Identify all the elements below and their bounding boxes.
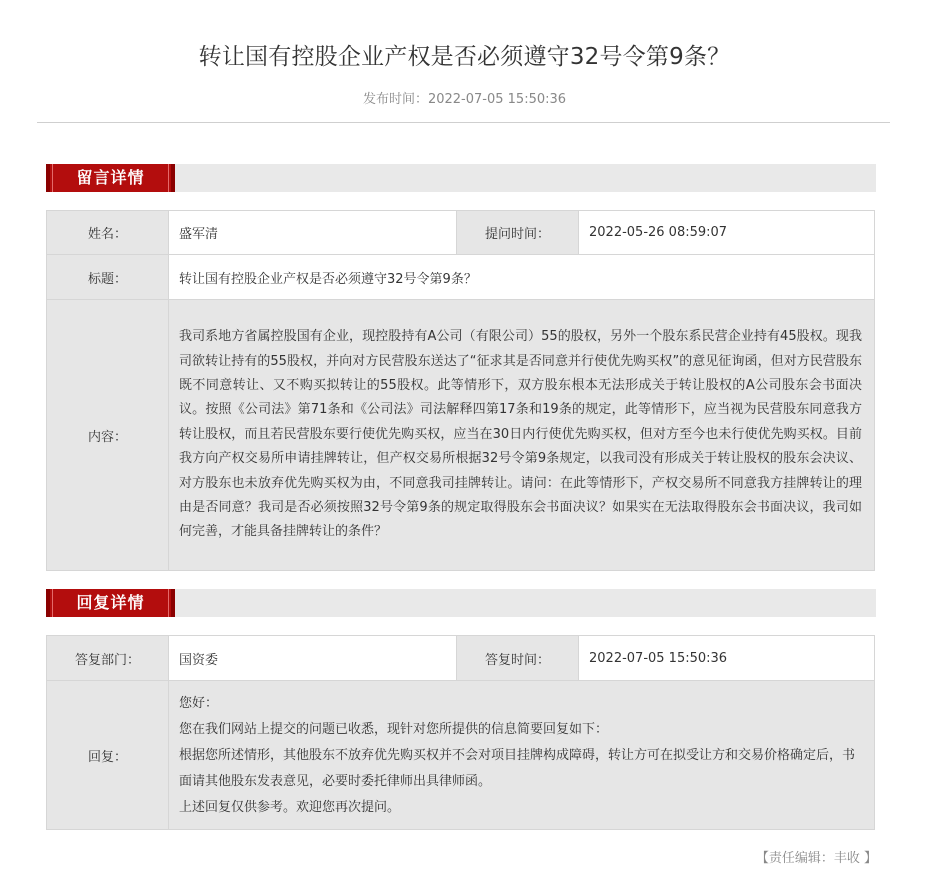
publish-label: 发布时间： — [362, 92, 428, 107]
message-detail-table — [46, 210, 875, 571]
page-title: 转让国有控股企业产权是否必须遵守32号令第9条？ — [198, 44, 731, 70]
responsible-editor: 【责任编辑：丰收 】 — [755, 851, 877, 866]
name-label: 姓名： — [47, 211, 169, 255]
reply-intro: 您在我们网站上提交的问题已收悉，现针对您所提供的信息简要回复如下： — [179, 722, 609, 737]
content-label: 内容： — [47, 300, 169, 571]
ask-time-label: 提问时间： — [457, 211, 579, 255]
table-row — [47, 300, 875, 571]
publish-info — [0, 88, 929, 107]
table-row — [47, 636, 875, 681]
reply-content — [169, 681, 875, 830]
reply-greeting: 您好： — [179, 696, 219, 711]
subject-value: 转让国有控股企业产权是否必须遵守32号令第9条？ — [169, 255, 875, 300]
title-divider — [37, 122, 890, 123]
ask-time-value: 2022-05-26 08:59:07 — [579, 211, 875, 255]
reply-body: 根据您所述情形，其他股东不放弃优先购买权并不会对项目挂牌构成障碍，转让方可在拟受让方和交易价格确定后，书面请其他股东发表意见，必要时委托律师出具律师函。 — [179, 748, 856, 789]
table-row — [47, 255, 875, 300]
reply-dept-label: 答复部门： — [47, 636, 169, 681]
message-section-tab — [46, 164, 175, 192]
reply-dept-value: 国资委 — [169, 636, 457, 681]
content-value: 我司系地方省属控股国有企业，现控股持有A公司（有限公司）55的股权，另外一个股东系民营企业持有45股权。现我司欲转让持有的55股权，并向对方民营股东送达了“征求其是否同意并行使优先购买权”的意见征询函，但对方民营股东既不同意转让、又不购买拟转让的55股权。此等情形下，双方股东根本无法形成关于转让股权的A公司股东会书面决议。按照《公司法》第71条和《公司法》司法解释四第17条和19条的规定，此等情形下，应当视为民营股东同意我方转让股权，而且若民营股东要行使优先购买权，应当在30日内行使优先购买权，但对方至今也未行使优先购买权。目前我方向产权交易所申请挂牌转让，但产权交易所根据32号令第9条规定，以我司没有形成关于转让股权的股东会决议、对方股东也未放弃优先购买权为由，不同意我司挂牌转让。请问：在此等情形下，产权交易所不同意我方挂牌转让的理由是否同意？我司是否必须按照32号令第9条的规定取得股东会书面决议？如果实在无法取得股东会书面决议，我司如何完善，才能具备挂牌转让的条件？ — [169, 300, 875, 571]
table-row — [47, 211, 875, 255]
message-section-heading: 留言详情 — [52, 164, 169, 192]
reply-section-header — [46, 589, 876, 617]
reply-closing: 上述回复仅供参考。欢迎您再次提问。 — [179, 800, 401, 815]
reply-time-value: 2022-07-05 15:50:36 — [579, 636, 875, 681]
message-section-header — [46, 164, 876, 192]
reply-section-heading: 回复详情 — [52, 589, 169, 617]
reply-detail-table — [46, 635, 875, 830]
table-row — [47, 681, 875, 830]
publish-time: 2022-07-05 15:50:36 — [427, 92, 567, 107]
subject-label: 标题： — [47, 255, 169, 300]
reply-time-label: 答复时间： — [457, 636, 579, 681]
reply-section-tab — [46, 589, 175, 617]
name-value: 盛军清 — [169, 211, 457, 255]
reply-label: 回复： — [47, 681, 169, 830]
